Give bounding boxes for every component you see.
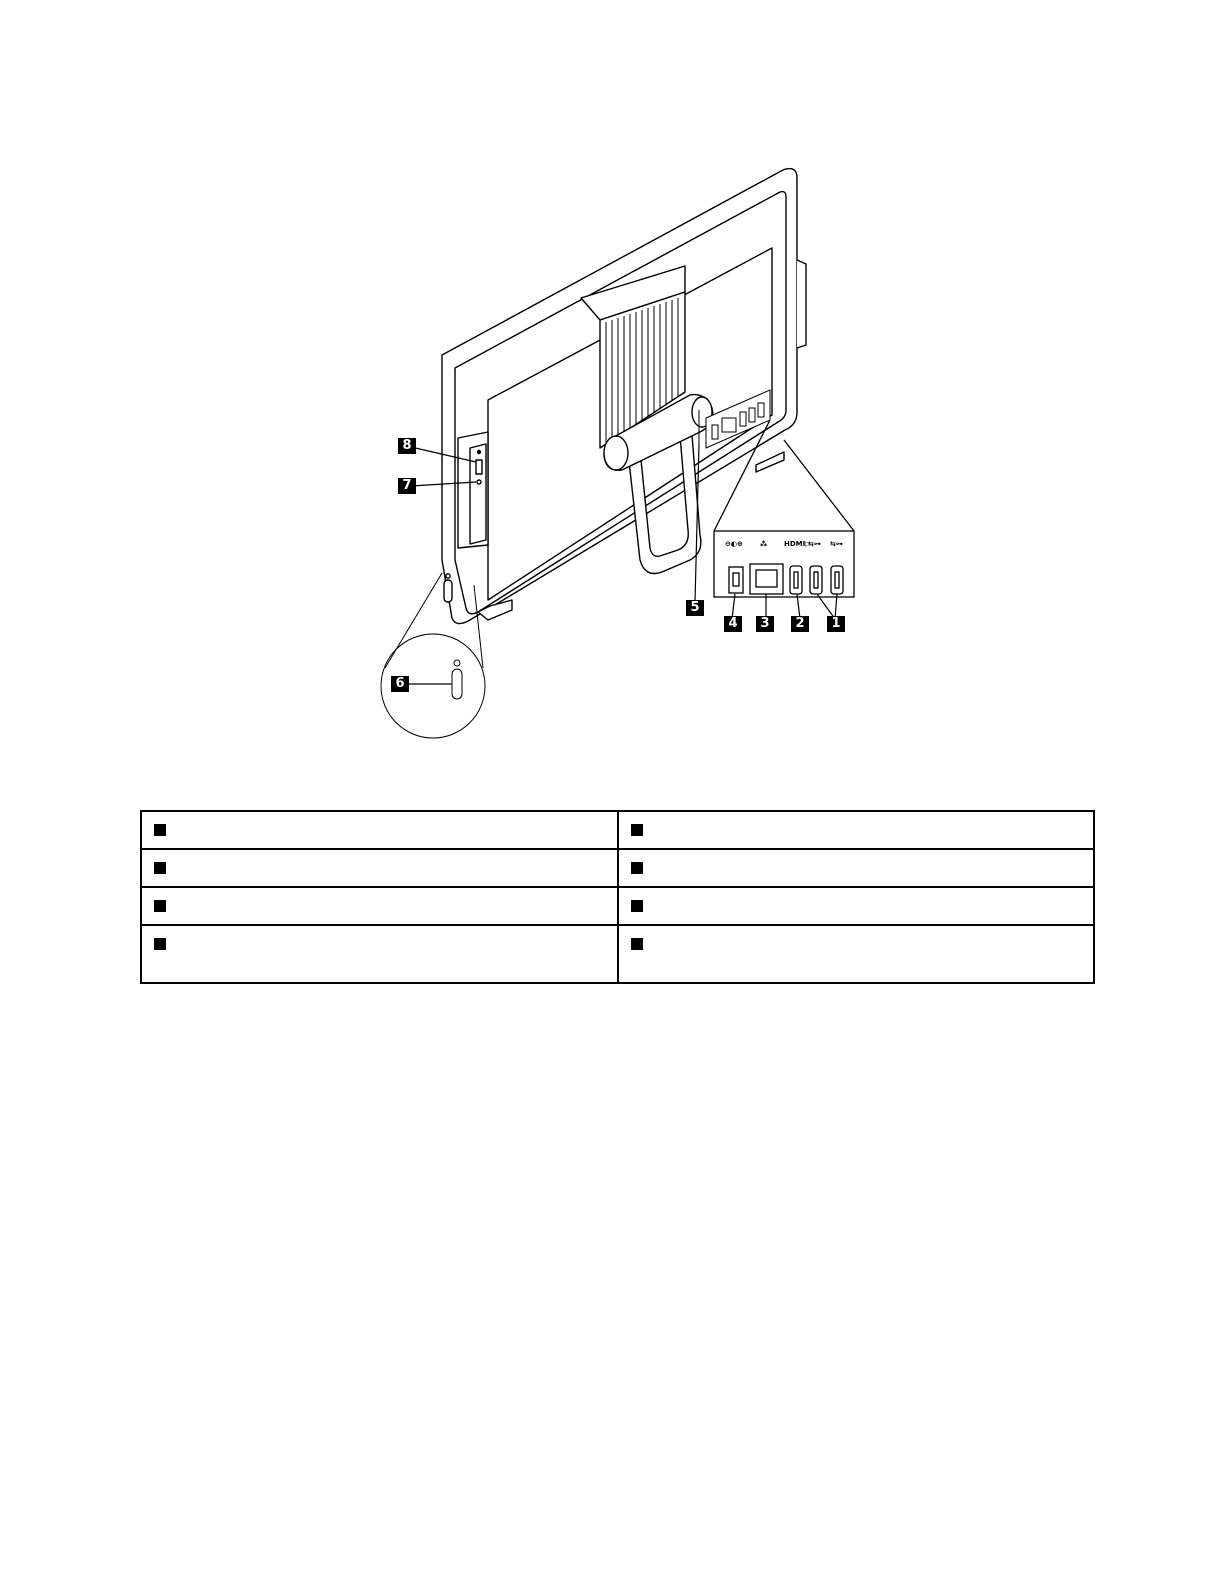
callout-label-5: 5 bbox=[686, 600, 704, 616]
callout-marker-icon bbox=[631, 824, 643, 836]
port-icon-power: ⊖◐⊕ bbox=[725, 540, 743, 548]
callout-marker-icon bbox=[631, 862, 643, 874]
callout-marker-icon bbox=[154, 938, 166, 950]
callout-marker-icon bbox=[154, 824, 166, 836]
callout-label-2: 2 bbox=[791, 616, 809, 632]
legend-cell bbox=[141, 887, 618, 925]
port-icon-ethernet: ⁂ bbox=[760, 540, 768, 548]
legend-table bbox=[140, 810, 1095, 984]
legend-cell bbox=[618, 925, 1095, 983]
callout-label-8: 8 bbox=[398, 438, 416, 454]
legend-row bbox=[141, 925, 1094, 983]
legend-cell bbox=[618, 887, 1095, 925]
power-button-small bbox=[444, 580, 452, 602]
callout-marker-icon bbox=[154, 862, 166, 874]
optical-drive-activity-led bbox=[478, 451, 481, 454]
callout-marker-icon bbox=[631, 900, 643, 912]
callout-label-3: 3 bbox=[756, 616, 774, 632]
callout-label-4: 4 bbox=[724, 616, 742, 632]
callout-label-7: 7 bbox=[398, 478, 416, 494]
optical-drive-front bbox=[470, 444, 486, 544]
port-icon-hdmi: HDMI▷ bbox=[784, 540, 811, 548]
legend-row bbox=[141, 811, 1094, 849]
callout-label-1: 1 bbox=[827, 616, 845, 632]
legend-cell bbox=[618, 849, 1095, 887]
side-bracket bbox=[797, 260, 806, 348]
computer-rear-view-diagram bbox=[0, 0, 1224, 780]
callout-marker-icon bbox=[631, 938, 643, 950]
port-icon-usb-1: ⇆⊶ bbox=[808, 540, 821, 548]
legend-row bbox=[141, 849, 1094, 887]
callout-marker-icon bbox=[154, 900, 166, 912]
legend-cell bbox=[141, 925, 618, 983]
optical-drive-emergency-hole bbox=[477, 480, 481, 484]
optical-drive-eject-button bbox=[476, 460, 482, 474]
port-icon-usb-2: ⇆⊶ bbox=[830, 540, 843, 548]
legend-cell bbox=[141, 811, 618, 849]
legend-row bbox=[141, 887, 1094, 925]
callout-label-6: 6 bbox=[391, 676, 409, 692]
legend-cell bbox=[141, 849, 618, 887]
legend-cell bbox=[618, 811, 1095, 849]
bottom-foot-right bbox=[756, 452, 784, 472]
power-symbol-small bbox=[446, 574, 450, 578]
